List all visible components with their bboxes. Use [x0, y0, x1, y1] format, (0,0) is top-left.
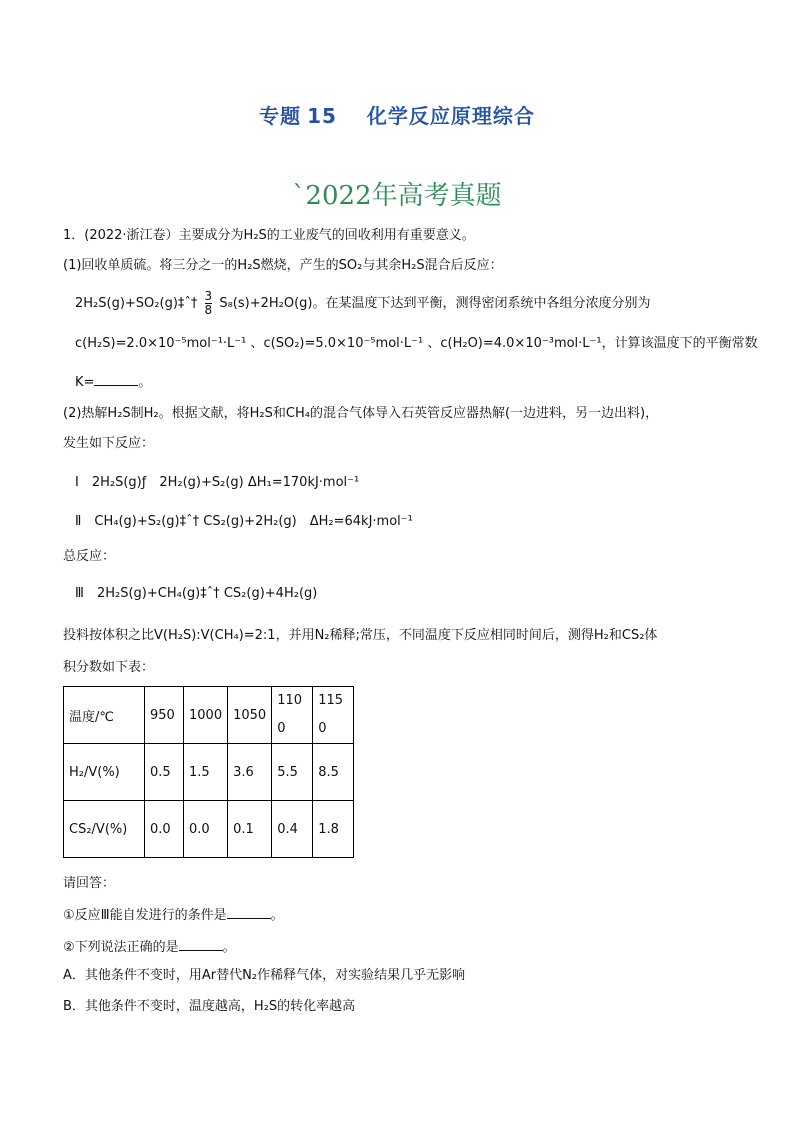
reaction-3: Ⅲ 2H₂S(g)+CH₄(g)‡ˆ† CS₂(g)+4H₂(g): [75, 586, 318, 601]
option-a: A．其他条件不变时，用Ar替代N₂作稀释气体，对实验结果几乎无影响: [63, 968, 466, 983]
table-cell: 0.5: [145, 744, 184, 801]
table-cell: 1.5: [184, 744, 228, 801]
answer-blank-k[interactable]: [94, 373, 138, 386]
k-end: 。: [138, 375, 152, 390]
table-cell: 950: [145, 687, 184, 744]
table-cell: 5.5: [272, 744, 313, 801]
data-table: [63, 686, 354, 858]
fraction-denominator: 8: [204, 303, 213, 317]
part1-k-line: [75, 373, 151, 391]
temp-1100-top: 110: [277, 693, 303, 708]
question-intro: 1．(2022·浙江卷）主要成分为H₂S的工业废气的回收利用有重要意义。: [63, 228, 475, 243]
overall-label: 总反应：: [63, 549, 116, 564]
table-cell: 1000: [184, 687, 228, 744]
temp-1150-top: 115: [318, 693, 344, 708]
part1-concentrations: c(H₂S)=2.0×10⁻⁵mol⁻¹·L⁻¹ 、c(SO₂)=5.0×10⁻⁵mol·L⁻¹ 、c(H₂O)=4.0×10⁻³mol·L⁻¹，计算该温度下的平衡常数: [75, 336, 758, 351]
part2-intro-2: 发生如下反应：: [63, 436, 155, 451]
feed-line-2: 积分数如下表：: [63, 660, 155, 675]
title-number: 15: [307, 104, 337, 128]
page-title: [0, 100, 794, 129]
table-cell: 0.0: [145, 801, 184, 858]
table-cell: 0.1: [228, 801, 272, 858]
temp-1150-bottom: 0: [318, 721, 327, 736]
table-cell: 3.6: [228, 744, 272, 801]
part1-eq-left: 2H₂S(g)+SO₂(g)‡ˆ†: [75, 296, 198, 311]
fraction-numerator: 3: [204, 289, 213, 303]
part1-eq-right: S₈(s)+2H₂O(g)。在某温度下达到平衡，测得密闭系统中各组分浓度分别为: [219, 296, 651, 311]
table-cell: 1.8: [313, 801, 354, 858]
part2-intro-1: (2)热解H₂S制H₂。根据文献，将H₂S和CH₄的混合气体导入石英管反应器热解(一边进料，另一边出料)，: [63, 406, 659, 421]
table-row-label-h2: H₂/V(%): [64, 744, 145, 801]
table-cell: [313, 687, 354, 744]
fraction: [205, 290, 213, 317]
answer-prompt: 请回答：: [63, 876, 116, 891]
table-row: [64, 801, 354, 858]
table-cell: 0.4: [272, 801, 313, 858]
q1-end: 。: [270, 908, 284, 923]
option-b: B．其他条件不变时，温度越高，H₂S的转化率越高: [63, 999, 356, 1014]
section-subtitle: `2022年高考真题: [292, 181, 502, 211]
part1-equation: [75, 290, 650, 317]
table-cell: 1050: [228, 687, 272, 744]
q2-text: ②下列说法正确的是: [63, 940, 179, 955]
reaction-2: Ⅱ CH₄(g)+S₂(g)‡ˆ† CS₂(g)+2H₂(g) ΔH₂=64kJ·mol⁻¹: [75, 514, 413, 529]
answer-blank-q2[interactable]: [179, 938, 223, 951]
table-cell: [272, 687, 313, 744]
title-main: 化学反应原理综合: [366, 104, 535, 128]
temp-1100-bottom: 0: [277, 721, 286, 736]
reaction-1: Ⅰ 2H₂S(g)ƒ 2H₂(g)+S₂(g) ΔH₁=170kJ·mol⁻¹: [75, 475, 360, 490]
q1-text: ①反应Ⅲ能自发进行的条件是: [63, 908, 227, 923]
table-row-label-cs2: CS₂/V(%): [64, 801, 145, 858]
title-prefix: 专题: [259, 104, 302, 128]
sub-question-2: [63, 938, 236, 956]
q2-end: 。: [222, 940, 236, 955]
k-label: K=: [75, 375, 95, 390]
answer-blank-q1[interactable]: [227, 906, 271, 919]
part1-intro: (1)回收单质硫。将三分之一的H₂S燃烧，产生的SO₂与其余H₂S混合后反应：: [63, 258, 503, 273]
table-cell: 0.0: [184, 801, 228, 858]
feed-line-1: 投料按体积之比V(H₂S):V(CH₄)=2:1，并用N₂稀释;常压，不同温度下反应相同时间后，测得H₂和CS₂体: [63, 628, 658, 643]
table-cell: 8.5: [313, 744, 354, 801]
table-row: [64, 687, 354, 744]
table-row: [64, 744, 354, 801]
sub-question-1: [63, 906, 284, 924]
table-header-temp: 温度/℃: [64, 687, 145, 744]
